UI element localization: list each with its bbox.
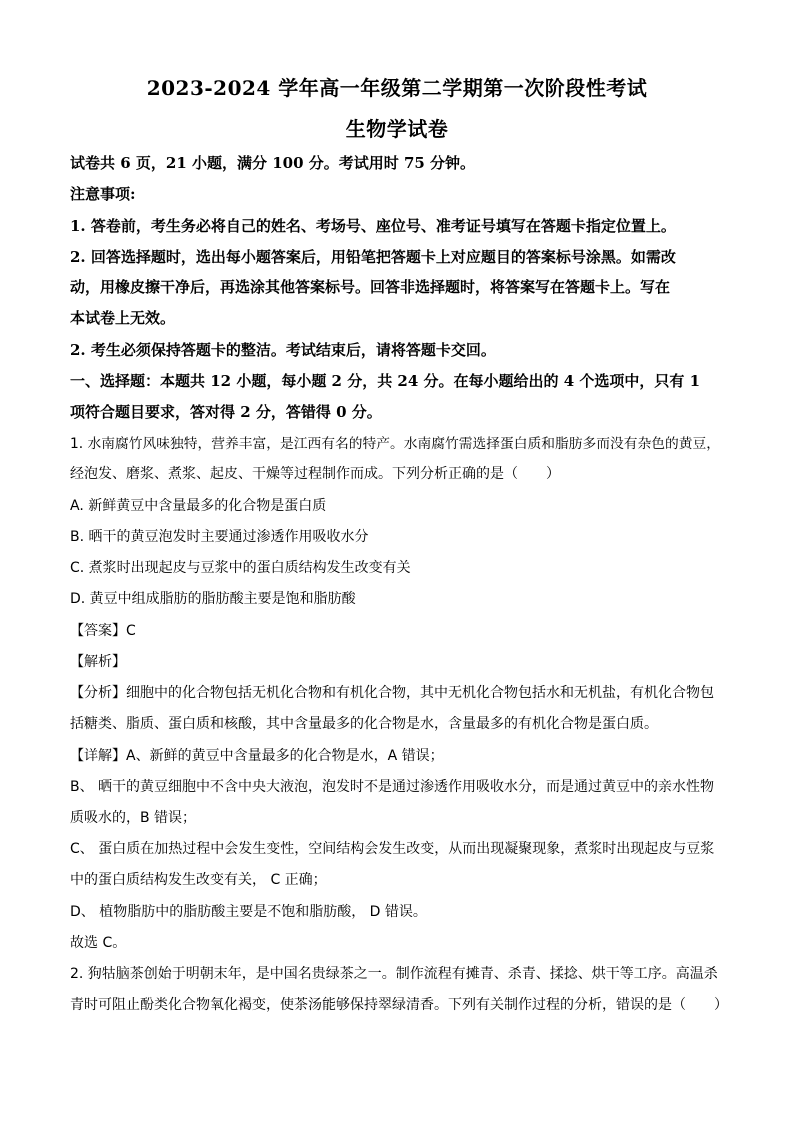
page-title: 2023-2024 学年高一年级第二学期第一次阶段性考试 <box>146 76 648 100</box>
notice-item: 2. 考生必须保持答题卡的整洁。考试结束后，请将答题卡交回。 <box>70 341 496 359</box>
notice-item: 本试卷上无效。 <box>70 309 176 327</box>
analysis-line: 故选 C。 <box>70 935 127 951</box>
analysis-line: D、 植物脂肪中的脂肪酸主要是不饱和脂肪酸， D 错误。 <box>70 904 427 920</box>
option-d: D. 黄豆中组成脂肪的脂肪酸主要是饱和脂肪酸 <box>70 591 356 607</box>
question-stem-cont: 青时可阻止酚类化合物氧化褐变，使茶汤能够保持翠绿清香。下列有关制作过程的分析，错误的是（ ） <box>70 997 728 1013</box>
option-c: C. 煮浆时出现起皮与豆浆中的蛋白质结构发生改变有关 <box>70 560 411 576</box>
question-stem: 1. 水南腐竹风味独特，营养丰富，是江西有名的特产。水南腐竹需选择蛋白质和脂肪多而没有杂色的黄豆， <box>70 436 720 452</box>
option-a: A. 新鲜黄豆中含量最多的化合物是蛋白质 <box>70 498 327 514</box>
analysis-label: 【解析】 <box>70 654 126 670</box>
notice-item: 2. 回答选择题时，选出每小题答案后，用铅笔把答题卡上对应题目的答案标号涂黑。如需改 <box>70 248 676 266</box>
option-b: B. 晒干的黄豆泡发时主要通过渗透作用吸收水分 <box>70 529 369 545</box>
analysis-line: 【分析】细胞中的化合物包括无机化合物和有机化合物，其中无机化合物包括水和无机盐，有机化合物包 <box>70 685 714 701</box>
analysis-line: C、 蛋白质在加热过程中会发生变性，空间结构会发生改变，从而出现凝聚现象，煮浆时出现起皮与豆浆 <box>70 841 715 857</box>
page-subtitle: 生物学试卷 <box>345 117 449 141</box>
question-stem-cont: 经泡发、磨浆、煮浆、起皮、干燥等过程制作而成。下列分析正确的是（ ） <box>70 466 560 482</box>
section-heading: 一、选择题：本题共 12 小题，每小题 2 分，共 24 分。在每小题给出的 4 个选项中，只有 1 <box>70 372 701 390</box>
analysis-line: 质吸水的，B 错误； <box>70 810 197 826</box>
notice-item: 1. 答卷前，考生务必将自己的姓名、考场号、座位号、准考证号填写在答题卡指定位置上。 <box>70 217 676 235</box>
notice-title: 注意事项: <box>70 185 136 203</box>
section-heading-cont: 项符合题目要求，答对得 2 分，答错得 0 分。 <box>70 403 382 421</box>
exam-summary: 试卷共 6 页，21 小题，满分 100 分。考试用时 75 分钟。 <box>70 154 476 172</box>
analysis-line: 【详解】A、新鲜的黄豆中含量最多的化合物是水，A 错误； <box>70 748 444 764</box>
notice-item: 动，用橡皮擦干净后，再选涂其他答案标号。回答非选择题时，将答案写在答题卡上。写在 <box>70 278 671 296</box>
analysis-line: B、 晒干的黄豆细胞中不含中央大液泡，泡发时不是通过渗透作用吸收水分，而是通过黄豆中的亲水性物 <box>70 779 715 795</box>
question-stem: 2. 狗牯脑茶创始于明朝末年，是中国名贵绿茶之一。制作流程有摊青、杀青、揉捻、烘干等工序。高温杀 <box>70 966 718 982</box>
answer-line: 【答案】C <box>70 623 136 639</box>
analysis-line: 中的蛋白质结构发生改变有关， C 正确； <box>70 872 327 888</box>
analysis-line: 括糖类、脂质、蛋白质和核酸，其中含量最多的化合物是水，含量最多的有机化合物是蛋白质。 <box>70 716 658 732</box>
